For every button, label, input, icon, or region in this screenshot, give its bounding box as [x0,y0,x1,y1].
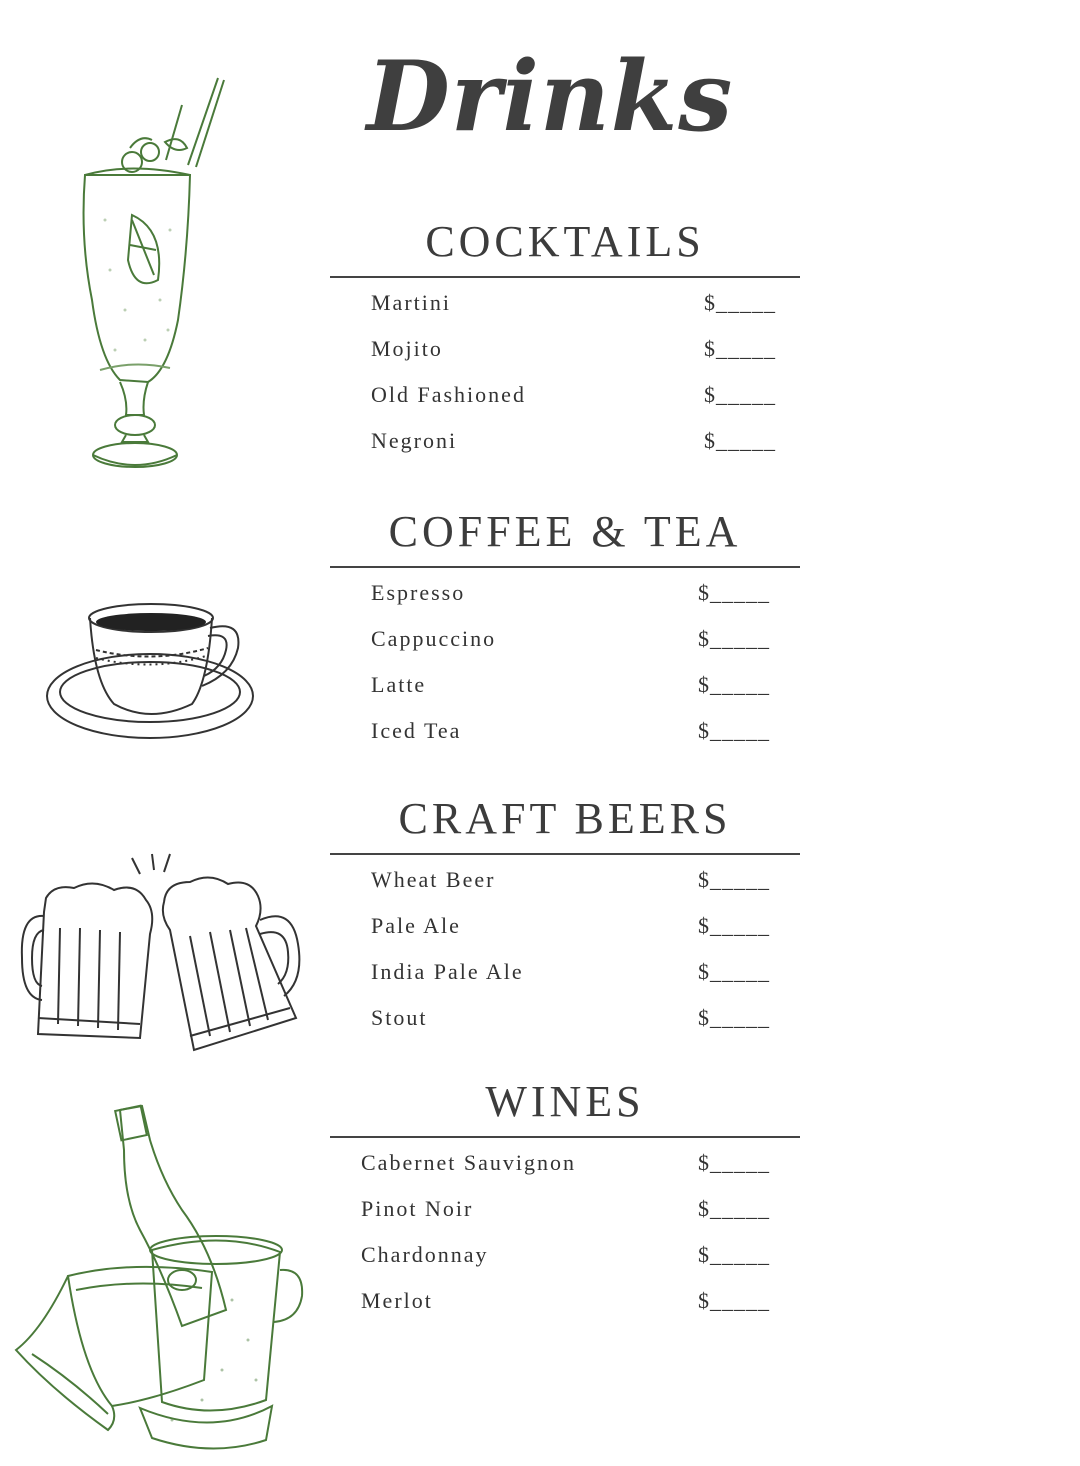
item-name: Chardonnay [361,1242,489,1267]
item-list [330,1138,800,1322]
item-price: $_____ [698,1150,770,1175]
item-name: Mojito [371,336,443,361]
section-heading: CRAFT BEERS [398,794,732,843]
item-price: $_____ [704,336,776,361]
menu-item [330,370,800,416]
item-list [330,278,800,462]
menu-item [330,568,800,614]
menu-item [330,416,800,462]
menu-item [330,706,800,752]
menu-item [330,660,800,706]
item-name: Old Fashioned [371,382,526,407]
section-cocktails [330,214,800,462]
item-price: $_____ [698,867,770,892]
item-price: $_____ [698,718,770,743]
menu-item [330,614,800,660]
item-name: Espresso [371,580,466,605]
item-list [330,568,800,752]
item-price: $_____ [698,959,770,984]
menu-item [330,901,800,947]
coffee-cup-icon [42,592,262,752]
menu-item [330,947,800,993]
item-name: Latte [371,672,427,697]
item-price: $_____ [698,626,770,651]
menu-item [330,993,800,1039]
menu-item [330,1230,800,1276]
item-price: $_____ [698,913,770,938]
section-heading: COFFEE & TEA [388,507,742,556]
item-name: Wheat Beer [371,867,496,892]
item-price: $_____ [698,580,770,605]
item-price: $_____ [704,382,776,407]
wine-bucket-icon [12,1100,312,1460]
item-list [330,855,800,1039]
item-price: $_____ [698,1196,770,1221]
section-craft-beers [330,791,800,1039]
item-name: Cabernet Sauvignon [361,1150,577,1175]
section-heading: WINES [485,1077,645,1126]
menu-item [330,1184,800,1230]
section-coffee-tea [330,504,800,752]
cocktail-glass-icon [70,70,230,480]
item-price: $_____ [698,672,770,697]
item-name: Pinot Noir [361,1196,474,1221]
item-price: $_____ [698,1242,770,1267]
item-name: Cappuccino [371,626,497,651]
item-name: Stout [371,1005,428,1030]
section-wines [330,1074,800,1322]
item-name: Martini [371,290,451,315]
item-name: Pale Ale [371,913,461,938]
item-name: Iced Tea [371,718,462,743]
section-heading: COCKTAILS [425,217,705,266]
beer-mugs-icon [14,848,304,1058]
menu-item [330,278,800,324]
item-name: Negroni [371,428,458,453]
item-name: India Pale Ale [371,959,524,984]
menu-item [330,324,800,370]
menu-item [330,1276,800,1322]
item-price: $_____ [704,428,776,453]
menu-item [330,1138,800,1184]
item-name: Merlot [361,1288,433,1313]
item-price: $_____ [698,1005,770,1030]
page-title: Drinks [366,40,734,153]
item-price: $_____ [698,1288,770,1313]
item-price: $_____ [704,290,776,315]
menu-item [330,855,800,901]
